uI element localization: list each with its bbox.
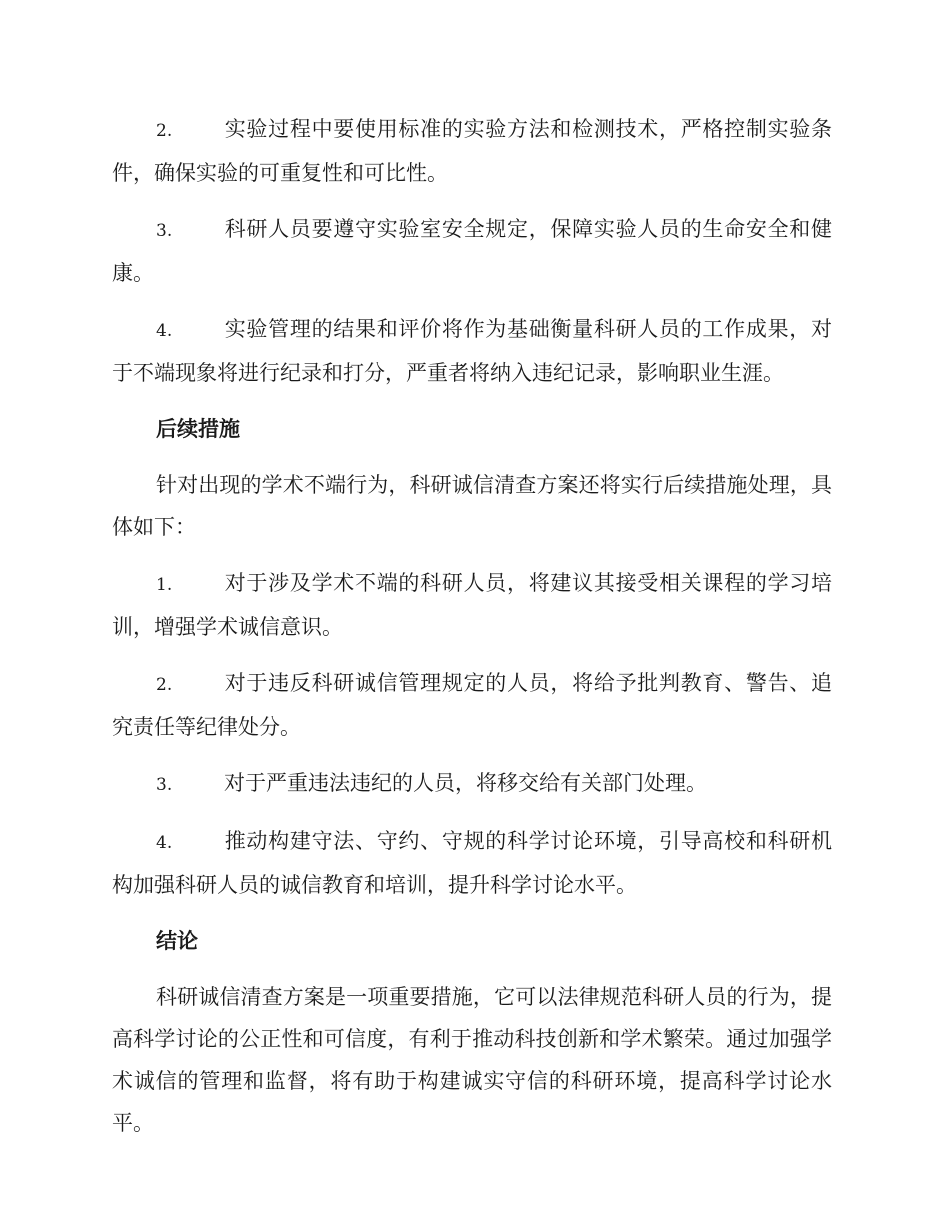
list-number: 2. bbox=[156, 121, 173, 141]
list-item bbox=[112, 308, 832, 394]
section-heading-followup: 后续措施 bbox=[156, 416, 240, 441]
list-text: 实验管理的结果和评价将作为基础衡量科研人员的工作成果，对于不端现象将进行纪录和打分，严重者将纳入违纪记录，影响职业生涯。 bbox=[112, 317, 832, 385]
list-number: 3. bbox=[156, 221, 173, 241]
followup-intro: 针对出现的学术不端行为，科研诚信清查方案还将实行后续措施处理，具体如下： bbox=[112, 473, 832, 539]
document-page bbox=[112, 108, 832, 1158]
list-text: 对于违反科研诚信管理规定的人员，将给予批判教育、警告、追究责任等纪律处分。 bbox=[112, 671, 832, 739]
list-number: 1. bbox=[156, 575, 173, 595]
list-text: 推动构建守法、守约、守规的科学讨论环境，引导高校和科研机构加强科研人员的诚信教育和培训，提升科学讨论水平。 bbox=[112, 829, 832, 897]
list-number: 2. bbox=[156, 675, 173, 695]
list-item bbox=[112, 820, 832, 906]
list-text: 科研人员要遵守实验室安全规定，保障实验人员的生命安全和健康。 bbox=[112, 217, 832, 285]
list-number: 4. bbox=[156, 321, 173, 341]
list-item bbox=[112, 762, 832, 806]
list-item bbox=[112, 108, 832, 194]
list-text: 实验过程中要使用标准的实验方法和检测技术，严格控制实验条件，确保实验的可重复性和可比性。 bbox=[112, 117, 832, 185]
conclusion-text: 科研诚信清查方案是一项重要措施，它可以法律规范科研人员的行为，提高科学讨论的公正性和可信度，有利于推动科技创新和学术繁荣。通过加强学术诚信的管理和监督，将有助于构建诚实守信的科研环境，提高科学讨论水平。 bbox=[112, 985, 832, 1135]
list-item bbox=[112, 208, 832, 294]
list-item bbox=[112, 662, 832, 748]
list-number: 3. bbox=[156, 775, 173, 795]
list-item bbox=[112, 562, 832, 648]
list-text: 对于严重违法违纪的人员，将移交给有关部门处理。 bbox=[224, 771, 707, 795]
section-heading-conclusion: 结论 bbox=[156, 928, 198, 953]
list-text: 对于涉及学术不端的科研人员，将建议其接受相关课程的学习培训，增强学术诚信意识。 bbox=[112, 571, 832, 639]
list-number: 4. bbox=[156, 833, 173, 853]
